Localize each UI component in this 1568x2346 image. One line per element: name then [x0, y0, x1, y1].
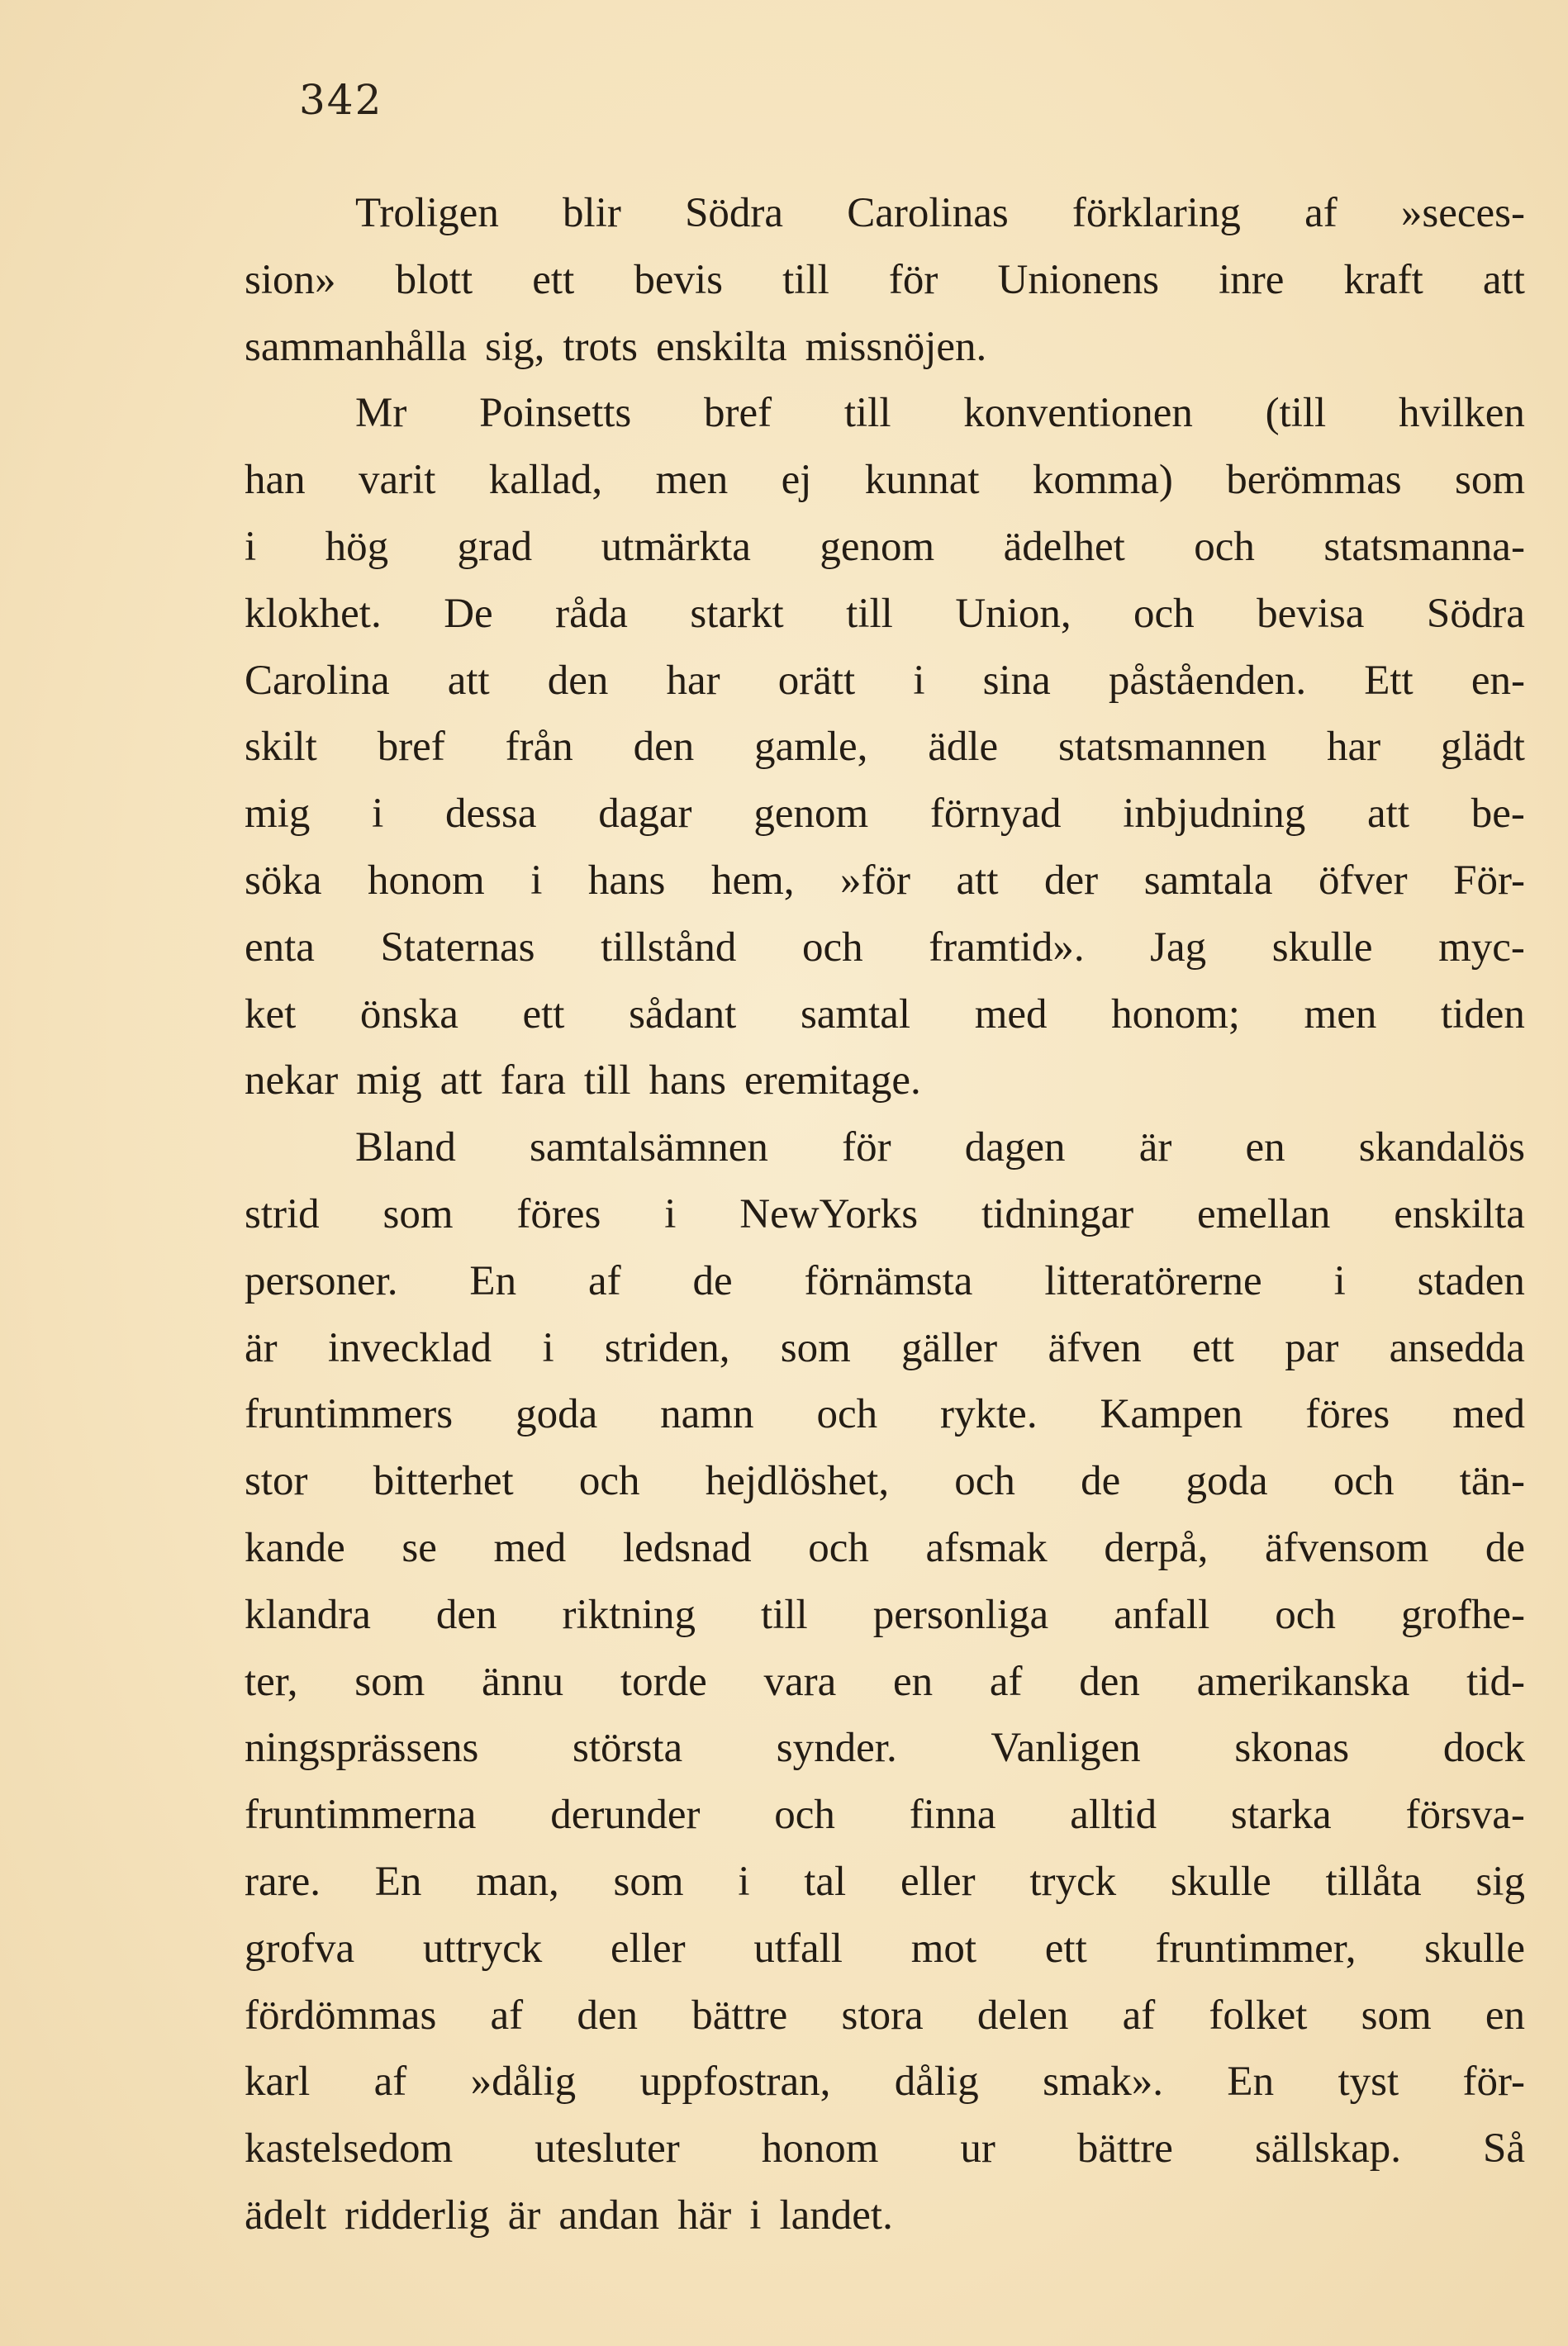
word: Unionens	[997, 256, 1159, 303]
word: tiden	[1440, 990, 1525, 1038]
word: skonas	[1234, 1725, 1350, 1772]
word: afsmak	[925, 1524, 1048, 1571]
word: och	[774, 1792, 835, 1839]
text-line	[245, 1114, 1525, 1181]
word: ket	[245, 990, 297, 1038]
word: hvilken	[1398, 390, 1525, 437]
word: att	[447, 657, 490, 704]
word: starkt	[690, 590, 784, 637]
word: här	[677, 2192, 732, 2239]
word: som	[613, 1858, 684, 1905]
word: hem,	[710, 857, 795, 904]
word: ädle	[928, 724, 999, 771]
word: Bland	[355, 1124, 456, 1171]
text-line	[245, 1315, 1525, 1382]
word: för	[842, 1124, 891, 1171]
word: (till	[1265, 390, 1327, 437]
word: rare.	[245, 1858, 321, 1905]
word: strid	[245, 1190, 320, 1237]
word: i	[245, 523, 257, 570]
word: orätt	[777, 657, 856, 704]
word: finna	[909, 1792, 996, 1839]
word: Poinsetts	[479, 390, 632, 437]
word: den	[1079, 1658, 1140, 1705]
word: kraft	[1343, 256, 1423, 303]
word: goda	[1186, 1458, 1268, 1505]
word: amerikanska	[1196, 1658, 1410, 1705]
text-line	[245, 981, 1525, 1048]
word: sådant	[629, 990, 737, 1038]
word: emellan	[1196, 1190, 1331, 1237]
text-line	[245, 648, 1525, 715]
word: enskilta	[656, 323, 787, 370]
word: en	[1485, 1992, 1525, 2039]
word: ter,	[245, 1658, 298, 1705]
word: söka	[245, 857, 322, 904]
word: statsmanna-	[1323, 523, 1525, 570]
text-line	[245, 2182, 1525, 2249]
word: blir	[563, 190, 621, 236]
word: komma)	[1032, 457, 1173, 504]
word: kastelsedom	[245, 2125, 454, 2173]
word: hans	[649, 1057, 727, 1104]
word: som	[1361, 1992, 1432, 2039]
word: honom	[368, 857, 485, 904]
text-line	[245, 1782, 1525, 1849]
word: men	[1304, 990, 1377, 1038]
word: till	[782, 256, 829, 303]
word: sig,	[485, 323, 545, 370]
word: han	[245, 457, 306, 504]
word: anfall	[1114, 1591, 1210, 1638]
word: ledsnad	[622, 1524, 752, 1571]
word: utfall	[753, 1925, 843, 1972]
word: torde	[620, 1658, 707, 1705]
word: tän-	[1459, 1458, 1525, 1505]
word: De	[444, 590, 493, 637]
word: tid-	[1466, 1658, 1525, 1705]
text-line	[245, 1582, 1525, 1649]
word: att	[1367, 791, 1410, 838]
word: och	[954, 1458, 1015, 1505]
word: ej	[781, 457, 812, 504]
word: Staternas	[380, 924, 535, 971]
body-text	[245, 180, 1525, 2249]
word: berömmas	[1226, 457, 1402, 504]
word: påståenden.	[1108, 657, 1307, 704]
word: bättre	[691, 1992, 788, 2039]
word: gamle,	[754, 724, 868, 771]
word: tryck	[1029, 1858, 1117, 1905]
text-line	[245, 247, 1525, 314]
word: i	[530, 857, 543, 904]
word: har	[1326, 724, 1381, 771]
text-line	[245, 514, 1525, 581]
word: som	[1454, 457, 1525, 504]
word: Mr	[355, 390, 407, 437]
word: En	[1227, 2059, 1275, 2106]
word: de	[1081, 1458, 1121, 1505]
word: stora	[841, 1992, 924, 2039]
word: önska	[359, 990, 459, 1038]
text-line	[245, 2049, 1525, 2116]
word: genom	[820, 523, 935, 570]
word: fruntimmers	[245, 1391, 454, 1438]
word: statsmannen	[1058, 724, 1267, 771]
text-line	[245, 2116, 1525, 2182]
word: äfvensom	[1264, 1524, 1429, 1571]
word: i	[749, 2192, 762, 2239]
word: sion»	[245, 256, 336, 303]
word: litteratörerne	[1044, 1257, 1262, 1304]
word: En	[469, 1257, 517, 1304]
word: tidningar	[981, 1190, 1134, 1237]
word: att	[440, 1057, 482, 1104]
word: striden,	[604, 1324, 730, 1371]
word: bättre	[1076, 2125, 1173, 2173]
word: rykte.	[940, 1391, 1038, 1438]
word: eller	[611, 1925, 686, 1972]
word: invecklad	[327, 1324, 492, 1371]
word: honom;	[1111, 990, 1240, 1038]
word: »för	[840, 857, 910, 904]
word: enskilta	[1394, 1190, 1525, 1237]
word: Union,	[955, 590, 1071, 637]
word: af	[490, 1992, 524, 2039]
word: bevis	[634, 256, 724, 303]
word: hög	[325, 523, 389, 570]
word: tal	[804, 1858, 847, 1905]
text-line	[245, 1047, 1525, 1114]
word: mot	[910, 1925, 977, 1972]
word: sällskap.	[1254, 2125, 1401, 2173]
word: dagen	[964, 1124, 1066, 1171]
word: som	[382, 1190, 454, 1237]
word: fara	[500, 1057, 566, 1104]
word: dagar	[598, 791, 692, 838]
word: och	[808, 1524, 869, 1571]
text-line	[245, 1849, 1525, 1916]
text-line	[245, 1515, 1525, 1582]
word: klandra	[245, 1591, 371, 1638]
word: ningsprässens	[245, 1725, 479, 1772]
word: den	[547, 657, 609, 704]
word: en	[1245, 1124, 1285, 1171]
word: enta	[245, 924, 315, 971]
text-line	[245, 848, 1525, 914]
word: riktning	[562, 1591, 696, 1638]
word: eremitage.	[744, 1057, 921, 1104]
word: föres	[1305, 1391, 1390, 1438]
word: fördömmas	[245, 1992, 437, 2039]
word: sammanhålla	[245, 323, 468, 370]
word: För-	[1453, 857, 1525, 904]
word: och	[1133, 590, 1195, 637]
word: dålig	[894, 2059, 979, 2106]
word: en-	[1471, 657, 1525, 704]
word: att	[956, 857, 999, 904]
word: skulle	[1170, 1858, 1271, 1905]
word: stor	[245, 1458, 308, 1505]
word: af	[587, 1257, 621, 1304]
word: en	[892, 1658, 934, 1705]
word: fruntimmer,	[1155, 1925, 1357, 1972]
word: de	[692, 1257, 733, 1304]
word: ädelt	[245, 2192, 327, 2239]
word: sina	[982, 657, 1051, 704]
word: af	[989, 1658, 1023, 1705]
word: dessa	[445, 791, 537, 838]
word: nekar	[245, 1057, 339, 1104]
word: för	[888, 256, 938, 303]
word: den	[577, 1992, 638, 2039]
word: Kampen	[1100, 1391, 1243, 1438]
word: glädt	[1440, 724, 1525, 771]
word: och	[1275, 1591, 1336, 1638]
word: genom	[753, 791, 869, 838]
word: den	[435, 1591, 497, 1638]
word: i	[664, 1190, 677, 1237]
text-line	[245, 380, 1525, 447]
word: vara	[763, 1658, 837, 1705]
word: försva-	[1405, 1792, 1525, 1839]
word: staden	[1417, 1257, 1525, 1304]
word: skandalös	[1358, 1124, 1525, 1171]
word: att	[1482, 256, 1525, 303]
text-line	[245, 1715, 1525, 1782]
text-line	[245, 581, 1525, 648]
word: Södra	[1426, 590, 1525, 637]
word: Ett	[1364, 657, 1414, 704]
word: föres	[516, 1190, 601, 1237]
text-line	[245, 314, 1525, 381]
word: ett	[532, 256, 575, 303]
word: af	[1122, 1992, 1156, 2039]
word: skilt	[245, 724, 317, 771]
word: uppfostran,	[639, 2059, 831, 2106]
word: som	[354, 1658, 425, 1705]
text-line	[245, 1983, 1525, 2049]
word: samtalsämnen	[530, 1124, 768, 1171]
text-line	[245, 180, 1525, 247]
word: af	[1304, 190, 1338, 236]
word: den	[633, 724, 695, 771]
word: missnöjen.	[805, 323, 987, 370]
word: grad	[457, 523, 533, 570]
word: kallad,	[488, 457, 603, 504]
text-line	[245, 447, 1525, 514]
word: »dålig	[470, 2059, 577, 2106]
word: till	[846, 590, 893, 637]
page-number: 342	[299, 76, 383, 124]
word: En	[374, 1858, 422, 1905]
word: för-	[1462, 2059, 1525, 2106]
word: trots	[563, 323, 639, 370]
word: inbjudning	[1123, 791, 1306, 838]
word: klokhet.	[245, 590, 382, 637]
word: kande	[245, 1524, 345, 1571]
word: personer.	[245, 1257, 398, 1304]
word: uttryck	[422, 1925, 543, 1972]
word: grofva	[245, 1925, 355, 1972]
text-line	[245, 714, 1525, 781]
word: Troligen	[355, 190, 499, 236]
word: be-	[1471, 791, 1525, 838]
word: tillåta	[1325, 1858, 1422, 1905]
word: gäller	[901, 1324, 998, 1371]
word: eller	[900, 1858, 976, 1905]
word: ridderlig	[344, 2192, 490, 2239]
word: alltid	[1070, 1792, 1157, 1839]
word: mig	[245, 791, 311, 838]
word: ett	[1191, 1324, 1234, 1371]
word: Carolina	[245, 657, 390, 704]
word: folket	[1209, 1992, 1308, 2039]
word: utmärkta	[601, 523, 751, 570]
text-line	[245, 1448, 1525, 1515]
word: par	[1285, 1324, 1339, 1371]
word: i	[372, 791, 384, 838]
word: derpå,	[1104, 1524, 1209, 1571]
word: skulle	[1271, 924, 1373, 971]
word: mig	[356, 1057, 422, 1104]
word: tillstånd	[601, 924, 737, 971]
text-line	[245, 1181, 1525, 1248]
word: af	[373, 2059, 407, 2106]
word: dock	[1442, 1725, 1525, 1772]
word: har	[666, 657, 720, 704]
word: samtala	[1143, 857, 1273, 904]
word: råda	[555, 590, 628, 637]
word: man,	[476, 1858, 559, 1905]
word: Vanligen	[991, 1725, 1141, 1772]
word: samtal	[800, 990, 911, 1038]
word: öfver	[1319, 857, 1408, 904]
word: honom	[761, 2125, 879, 2173]
word: ännu	[482, 1658, 564, 1705]
word: och	[1333, 1458, 1395, 1505]
word: de	[1485, 1524, 1525, 1571]
word: bref	[703, 390, 772, 437]
word: konventionen	[963, 390, 1193, 437]
word: förnyad	[929, 791, 1062, 838]
word: blott	[395, 256, 473, 303]
word: i	[542, 1324, 554, 1371]
word: NewYorks	[739, 1190, 919, 1237]
word: och	[1194, 523, 1255, 570]
word: bref	[377, 724, 445, 771]
word: är	[507, 2192, 541, 2239]
word: är	[1138, 1124, 1172, 1171]
word: ädelhet	[1003, 523, 1125, 570]
word: från	[505, 724, 573, 771]
word: delen	[976, 1992, 1069, 2039]
text-line	[245, 1916, 1525, 1983]
word: Södra	[685, 190, 784, 236]
word: är	[245, 1324, 278, 1371]
word: med	[493, 1524, 567, 1571]
word: men	[655, 457, 729, 504]
text-line	[245, 914, 1525, 981]
word: ett	[1044, 1925, 1087, 1972]
word: se	[402, 1524, 437, 1571]
word: till	[761, 1591, 808, 1638]
word: der	[1044, 857, 1099, 904]
word: till	[843, 390, 891, 437]
text-line	[245, 1381, 1525, 1448]
word: andan	[558, 2192, 660, 2239]
word: förklaring	[1071, 190, 1241, 236]
word: största	[572, 1725, 683, 1772]
word: smak».	[1043, 2059, 1164, 2106]
word: inre	[1219, 256, 1285, 303]
word: goda	[516, 1391, 598, 1438]
word: ansedda	[1389, 1324, 1525, 1371]
word: med	[974, 990, 1048, 1038]
word: landet.	[779, 2192, 893, 2239]
word: utesluter	[535, 2125, 680, 2173]
word: med	[1452, 1391, 1525, 1438]
word: myc-	[1438, 924, 1525, 971]
word: namn	[660, 1391, 754, 1438]
word: fruntimmerna	[245, 1792, 477, 1839]
word: ett	[522, 990, 565, 1038]
text-line	[245, 781, 1525, 848]
text-line	[245, 1649, 1525, 1716]
word: i	[913, 657, 925, 704]
word: Så	[1482, 2125, 1525, 2173]
word: till	[583, 1057, 631, 1104]
word: derunder	[550, 1792, 701, 1839]
text-line	[245, 1248, 1525, 1315]
word: hejdlöshet,	[705, 1458, 890, 1505]
word: bevisa	[1257, 590, 1365, 637]
word: i	[738, 1858, 750, 1905]
word: och	[578, 1458, 640, 1505]
word: »seces-	[1400, 190, 1525, 236]
word: ur	[960, 2125, 995, 2173]
word: tyst	[1338, 2059, 1399, 2106]
word: förnämsta	[804, 1257, 973, 1304]
word: kunnat	[864, 457, 980, 504]
word: bitterhet	[373, 1458, 514, 1505]
word: framtid».	[929, 924, 1085, 971]
word: varit	[358, 457, 436, 504]
word: i	[1333, 1257, 1346, 1304]
word: hans	[587, 857, 666, 904]
word: som	[780, 1324, 851, 1371]
word: Carolinas	[847, 190, 1009, 236]
word: och	[816, 1391, 878, 1438]
word: grofhe-	[1400, 1591, 1525, 1638]
word: personliga	[872, 1591, 1049, 1638]
word: Jag	[1150, 924, 1207, 971]
word: karl	[245, 2059, 311, 2106]
word: skulle	[1424, 1925, 1525, 1972]
word: synder.	[776, 1725, 897, 1772]
word: sig	[1475, 1858, 1525, 1905]
word: äfven	[1048, 1324, 1142, 1371]
word: och	[801, 924, 863, 971]
word: starka	[1230, 1792, 1332, 1839]
